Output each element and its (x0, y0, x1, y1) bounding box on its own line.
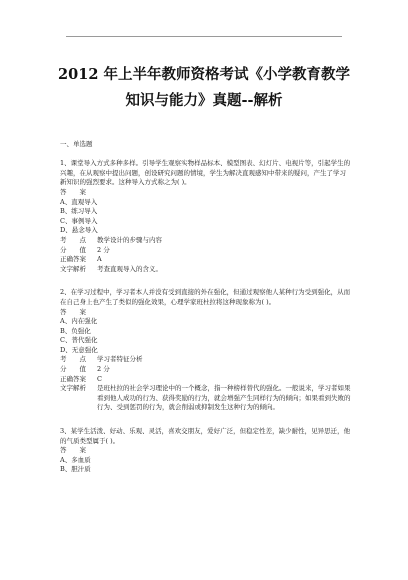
question-2 (60, 288, 352, 413)
spacer (60, 413, 352, 427)
question-1 (60, 159, 352, 274)
explanation-row (60, 384, 352, 413)
option-b: B、练习导入 (60, 207, 98, 216)
doc-content (60, 140, 352, 475)
header-rule (66, 36, 342, 37)
question-stem: 3、某学生活泼、好动、乐观、灵活，喜欢交朋友，爱好广泛，但稳定性差，缺少耐性，见异思迁，他的气质类型属于( )。 (60, 427, 351, 445)
score-row (60, 365, 352, 375)
meta-value: 是班杜拉的社会学习理论中的一个概念，指一种榜样替代的强化。一般说来，学习者如果看到他人成功的行为、获得奖励的行为，就会增强产生同样行为的倾向；如果看到失败的行为、受到惩罚的行为，就会削弱或抑制发生这种行为的倾向。 (97, 384, 351, 412)
option-c: C、普代强化 (60, 336, 98, 345)
meta-key: 文字解析 (60, 384, 86, 393)
option-a: A、内在强化 (60, 317, 98, 326)
meta-value: A (97, 255, 102, 264)
meta-key: 考 点 (60, 235, 86, 244)
option-b: B、负强化 (60, 326, 91, 335)
meta-value: 2 分 (97, 245, 110, 254)
meta-value: 2 分 (97, 365, 110, 374)
meta-key: 考 点 (60, 355, 86, 364)
doc-title-line2: 知识与能力》真题--解析 (125, 92, 283, 109)
answer-header: 答 案 (60, 446, 86, 455)
meta-key: 正确答案 (60, 255, 86, 264)
knowledge-point-row (60, 236, 352, 246)
explanation-row (60, 265, 352, 275)
meta-key: 文字解析 (60, 264, 86, 273)
answer-header: 答 案 (60, 307, 86, 316)
correct-answer-row (60, 375, 352, 385)
option-b: B、胆汁质 (60, 465, 91, 474)
knowledge-point-row (60, 355, 352, 365)
option-a: A、多血质 (60, 455, 91, 464)
meta-key: 正确答案 (60, 374, 86, 383)
meta-value: C (97, 374, 102, 383)
option-d: D、无意强化 (60, 345, 98, 354)
question-stem: 2、在学习过程中，学习者本人并没有受到直接的外在强化，但通过观察他人某种行为受到强化，从而在自己身上也产生了类似的强化效果，心理学家班杜拉将这种现象称为( )。 (60, 288, 351, 306)
score-row (60, 246, 352, 256)
question-3 (60, 427, 352, 475)
section-heading: 一、单选题 (60, 140, 93, 148)
question-stem: 1、课堂导入方式多种多样。引导学生观察实物样品标本、模型图表、幻灯片、电视片等，引起学生的兴趣，在从观察中提出问题，创设研究问题的情境，学生为解决直观感知中带来的疑问，产生了学习新知识的强烈要求。这种导入方式称之为( )。 (60, 159, 351, 187)
spacer (60, 274, 352, 288)
doc-title-line1: 2012 年上半年教师资格考试《小学教育教学 (58, 66, 350, 83)
meta-key: 分 值 (60, 245, 86, 254)
meta-key: 分 值 (60, 365, 86, 374)
meta-value: 考查直观导入的含义。 (97, 264, 162, 273)
option-d: D、悬念导入 (60, 226, 98, 235)
option-c: C、事例导入 (60, 216, 98, 225)
answer-header: 答 案 (60, 187, 86, 196)
meta-value: 教学设计的步骤与内容 (97, 235, 162, 244)
option-a: A、直观导入 (60, 197, 98, 206)
correct-answer-row (60, 255, 352, 265)
meta-value: 学习者特征分析 (97, 355, 143, 364)
